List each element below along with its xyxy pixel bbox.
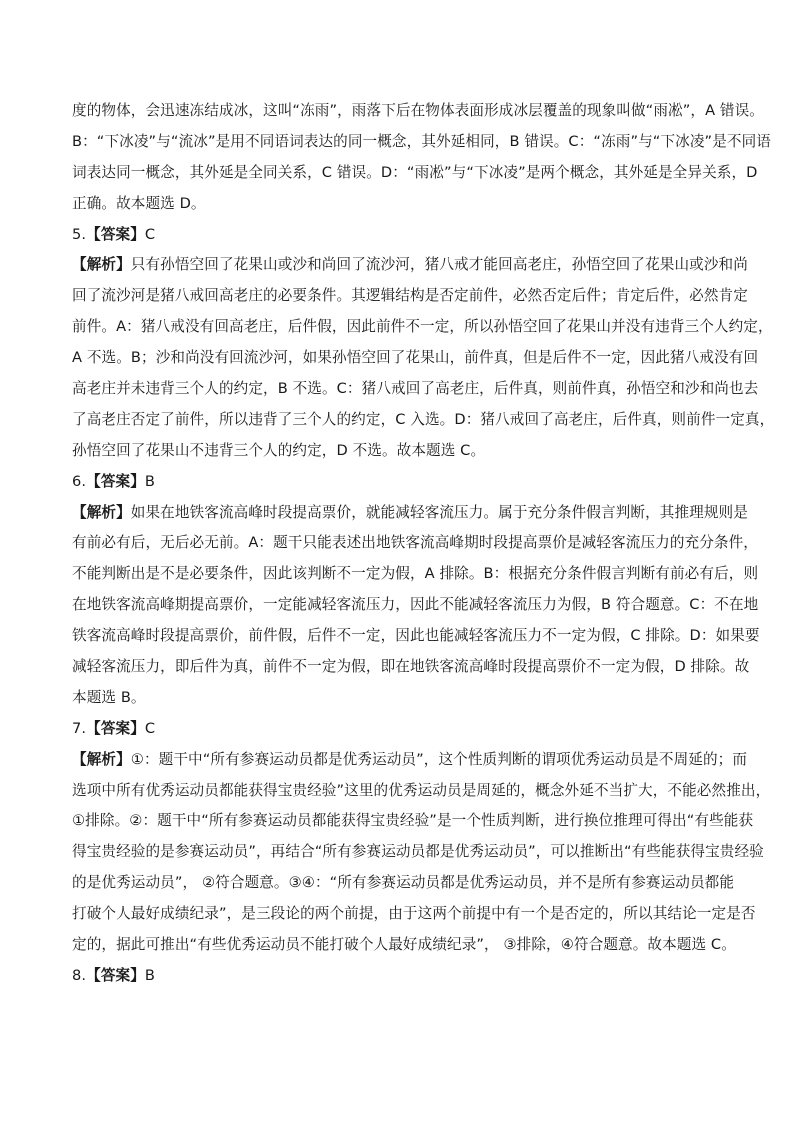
question-number: 8. xyxy=(72,966,87,984)
text-line-q5-exp-1 xyxy=(72,250,748,281)
line-text: 高老庄并未违背三个人的约定，B 不选。C：猪八戒回了高老庄，后件真，则前件真，孙悟空和沙和尚也去 xyxy=(72,380,759,398)
question-number: 7. xyxy=(72,719,87,737)
question-number: 5. xyxy=(72,225,87,243)
line-text: 减轻客流压力，即后件为真，前件不一定为假，即在地铁客流高峰时段提高票价不一定为假，D 排除。故 xyxy=(72,658,750,676)
text-line-q5-exp-2 xyxy=(72,281,748,312)
text-line-q6-exp-3 xyxy=(72,559,759,590)
text-line-q4-cont-1 xyxy=(72,96,764,127)
text-line-q7-answer xyxy=(72,714,724,745)
text-line-q6-exp-1 xyxy=(72,498,748,529)
text-line-q7-exp-1 xyxy=(72,745,748,776)
answer-tag: 【答案】 xyxy=(86,472,145,490)
text-line-q7-exp-2 xyxy=(72,776,771,807)
text-line-q6-exp-7 xyxy=(72,683,724,714)
text-line-q5-exp-6 xyxy=(72,405,775,436)
line-text: C xyxy=(144,225,156,243)
line-text: 得宝贵经验的是参赛运动员”，再结合“所有参赛运动员都是优秀运动员”，可以推断出“有些能获得宝贵经验 xyxy=(72,843,764,861)
text-line-q6-exp-2 xyxy=(72,528,758,559)
line-text: 了高老庄否定了前件，所以违背了三个人的约定，C 入选。D：猪八戒回了高老庄，后件真，则前件一定真， xyxy=(72,410,775,428)
line-text: 选项中所有优秀运动员都能获得宝贵经验”这里的优秀运动员是周延的，概念外延不当扩大，不能必然推出， xyxy=(72,781,771,799)
text-line-q6-exp-6 xyxy=(72,652,750,683)
line-text: 前件。A：猪八戒没有回高老庄，后件假，因此前件不一定，所以孙悟空回了花果山并没有违背三个人约定， xyxy=(72,318,773,336)
text-line-q7-exp-4 xyxy=(72,837,764,868)
text-line-q6-exp-4 xyxy=(72,590,759,621)
text-line-q4-cont-3 xyxy=(72,158,758,189)
line-text: 本题选 B。 xyxy=(72,688,146,706)
line-text: 词表达同一概念，其外延是全同关系，C 错误。D：“雨凇”与“下冰凌”是两个概念，其外延是全异关系，D xyxy=(72,163,758,181)
line-text: B xyxy=(144,966,156,984)
line-text: 只有孙悟空回了花果山或沙和尚回了流沙河，猪八戒才能回高老庄，孙悟空回了花果山或沙和尚 xyxy=(130,256,748,274)
text-line-q7-exp-6 xyxy=(72,899,756,930)
question-number: 6. xyxy=(72,472,87,490)
line-text: B xyxy=(144,472,156,490)
text-line-q5-exp-7 xyxy=(72,436,724,467)
line-text: B：“下冰凌”与“流冰”是用不同语词表达的同一概念，其外延相同，B 错误。C：“冻雨”与“下冰凌”是不同语 xyxy=(72,132,771,150)
line-text: ①排除。②：题干中“所有参赛运动员都能获得宝贵经验”是一个性质判断，进行换位推理可得出“有些能获 xyxy=(72,812,754,830)
line-text: 正确。故本题选 D。 xyxy=(72,194,206,212)
line-text: 回了流沙河是猪八戒回高老庄的必要条件。其逻辑结构是否定前件，必然否定后件；肯定后件，必然肯定 xyxy=(72,287,748,305)
line-text: 有前必有后，无后必无前。A：题干只能表述出地铁客流高峰期时段提高票价是减轻客流压力的充分条件， xyxy=(72,534,758,552)
line-text: 不能判断出是不是必要条件，因此该判断不一定为假，A 排除。B：根据充分条件假言判断有前必有后，则 xyxy=(72,565,759,583)
line-text: 的是优秀运动员”， ②符合题意。③④：“所有参赛运动员都是优秀运动员，并不是所有参赛运动员都能 xyxy=(72,874,735,892)
line-text: 如果在地铁客流高峰时段提高票价，就能减轻客流压力。属于充分条件假言判断，其推理规则是 xyxy=(130,503,748,521)
answer-tag: 【答案】 xyxy=(86,966,145,984)
line-text: ①：题干中“所有参赛运动员都是优秀运动员”，这个性质判断的谓项优秀运动员是不周延的；而 xyxy=(130,750,748,768)
text-line-q5-exp-5 xyxy=(72,374,759,405)
answer-tag: 【答案】 xyxy=(86,719,145,737)
text-line-q6-exp-5 xyxy=(72,621,760,652)
text-line-q7-exp-3 xyxy=(72,806,754,837)
text-line-q5-answer xyxy=(72,220,724,251)
analysis-tag: 【解析】 xyxy=(72,750,131,768)
line-text: 铁客流高峰时段提高票价，前件假，后件不一定，因此也能减轻客流压力不一定为假，C 排除。D：如果要 xyxy=(72,627,760,645)
line-text: 度的物体，会迅速冻结成冰，这叫“冻雨”，雨落下后在物体表面形成冰层覆盖的现象叫做“雨凇”，A 错误。 xyxy=(72,102,764,119)
text-line-q6-answer xyxy=(72,467,724,498)
line-text: 定的，据此可推出“有些优秀运动员不能打破个人最好成绩纪录”， ③排除，④符合题意。故本题选 C。 xyxy=(72,936,736,954)
line-text: 打破个人最好成绩纪录”，是三段论的两个前提，由于这两个前提中有一个是否定的，所以其结论一定是否 xyxy=(72,905,756,923)
text-line-q7-exp-5 xyxy=(72,868,735,899)
line-text: 在地铁客流高峰期提高票价，一定能减轻客流压力，因此不能减轻客流压力为假，B 符合题意。C：不在地 xyxy=(72,596,759,614)
answer-tag: 【答案】 xyxy=(86,225,145,243)
text-line-q4-cont-4 xyxy=(72,189,724,220)
line-text: A 不选。B；沙和尚没有回流沙河，如果孙悟空回了花果山，前件真，但是后件不一定，因此猪八戒没有回 xyxy=(72,349,759,367)
line-text: C xyxy=(144,719,156,737)
text-line-q8-answer xyxy=(72,961,724,992)
analysis-tag: 【解析】 xyxy=(72,256,131,274)
text-line-q5-exp-4 xyxy=(72,343,759,374)
text-line-q5-exp-3 xyxy=(72,312,773,343)
document-page xyxy=(72,96,775,992)
line-text: 孙悟空回了花果山不违背三个人的约定，D 不选。故本题选 C。 xyxy=(72,441,486,459)
text-line-q4-cont-2 xyxy=(72,127,771,158)
analysis-tag: 【解析】 xyxy=(72,503,131,521)
text-line-q7-exp-7 xyxy=(72,930,736,961)
